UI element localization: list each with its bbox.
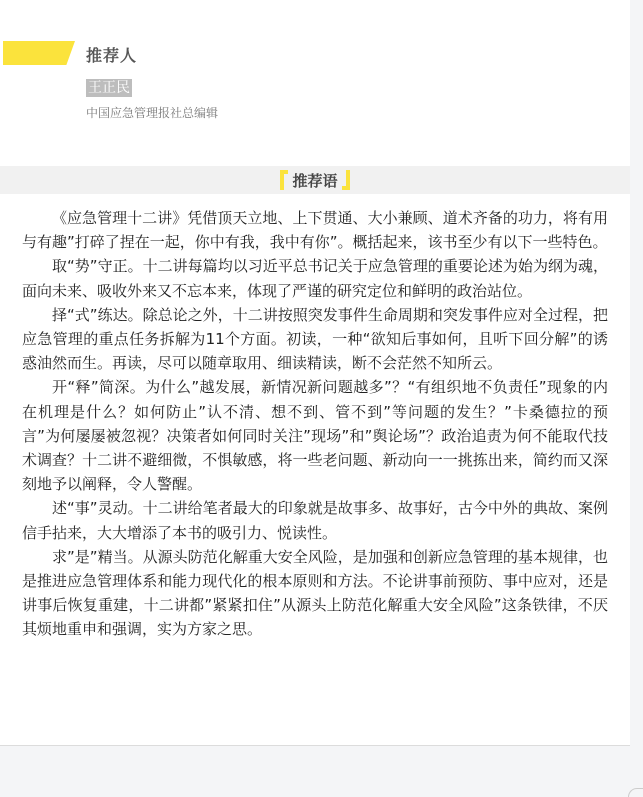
recommender-affiliation: 中国应急管理报社总编辑 — [86, 106, 219, 120]
scroll-corner-icon — [628, 788, 643, 797]
right-bracket-icon — [343, 170, 352, 190]
paragraph-shi-explain: 开“释”简深。为什么”越发展，新情况新问题越多”？“有组织地不负责任”现象的内在机理是什么？如何防止”认不清、想不到、管不到”等问题的发生？”卡桑德拉的预言”为何屡屡被忽视？决策者如何同时关注”现场”和”舆论场”？政治追责为何不能取代技术调查？十二讲不避细微，不惧敏感，将一些老问题、新动向一一挑拣出来，简约而又深刻地予以阐释，令人警醒。 — [22, 378, 608, 494]
recommender-name: 王正民 — [88, 80, 130, 96]
recommendation-heading — [0, 170, 630, 191]
recommendation-body — [22, 206, 608, 642]
paragraph-shi-trend: 取“势”守正。十二讲每篇均以习近平总书记关于应急管理的重要论述为始为纲为魂，面向未来、吸收外来又不忘本来，体现了严谨的研究定位和鲜明的政治站位。 — [22, 257, 608, 300]
recommendation-heading-text: 推荐语 — [292, 172, 338, 190]
left-bracket-icon — [278, 170, 287, 190]
section-flag-marker — [3, 41, 75, 65]
recommender-heading: 推荐人 — [86, 46, 138, 65]
paragraph-shi-story: 述“事”灵动。十二讲给笔者最大的印象就是故事多、故事好，古今中外的典故、案例信手拈来，大大增添了本书的吸引力、悦读性。 — [22, 499, 608, 542]
paragraph-shi-truth: 求”是”精当。从源头防范化解重大安全风险，是加强和创新应急管理的基本规律，也是推进应急管理体系和能力现代化的根本原则和方法。不论讲事前预防、事中应对，还是讲事后恢复重建，十二讲都”紧紧扣住”从源头上防范化解重大安全风险”这条铁律，不厌其烦地重申和强调，实为方家之思。 — [22, 547, 608, 639]
paragraph-shi-form: 择“式”练达。除总论之外，十二讲按照突发事件生命周期和突发事件应对全过程，把应急管理的重点任务拆解为11个方面。初读，一种“欲知后事如何，且听下回分解”的诱惑油然而生。再读，尽可以随章取用、细读精读，断不会茫然不知所云。 — [22, 305, 608, 373]
paragraph-intro: 《应急管理十二讲》凭借顶天立地、上下贯通、大小兼顾、道术齐备的功力，将有用与有趣”打碎了捏在一起，你中有我，我中有你”。概括起来，该书至少有以下一些特色。 — [22, 209, 608, 252]
